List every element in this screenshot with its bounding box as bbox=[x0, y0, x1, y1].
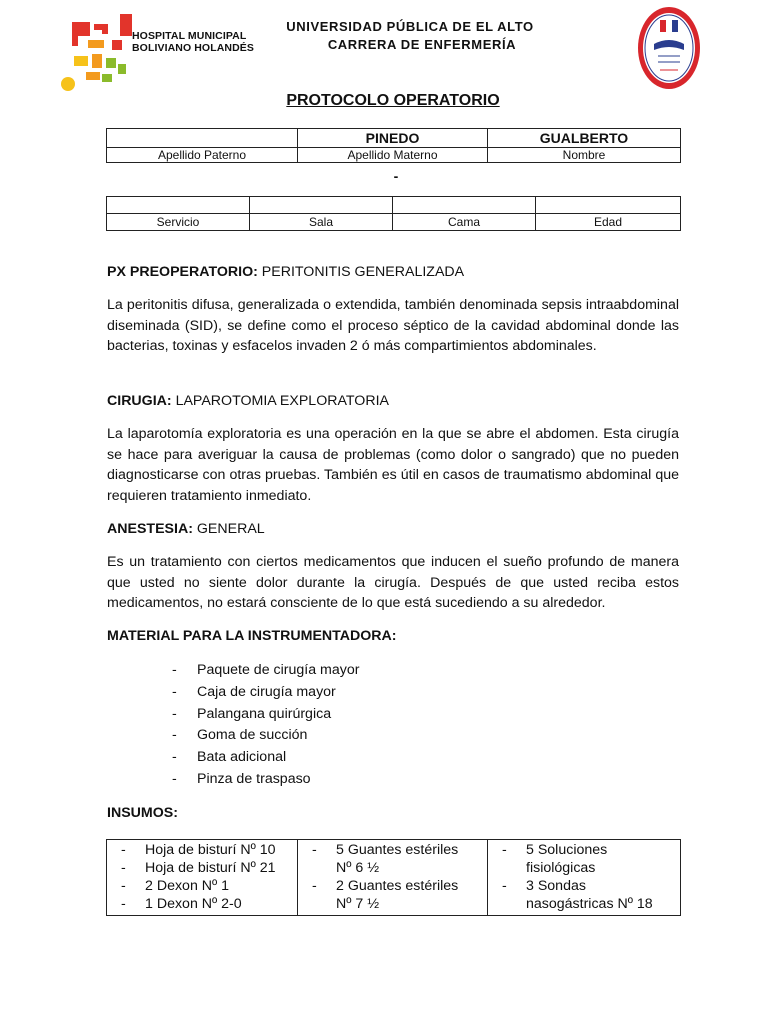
anesthesia-description: Es un tratamiento con ciertos medicamentos que inducen el sueño profundo de manera que usted no siente dolor durante la cirugía. Después de que usted reciba estos medicamentos, no estará consciente de lo que está sucediendo a su alrededor. bbox=[107, 554, 679, 612]
list-item: - 5 Guantes estériles Nº 6 ½ bbox=[298, 841, 487, 877]
separator-dash: - bbox=[393, 168, 399, 184]
university-name: UNIVERSIDAD PÚBLICA DE EL ALTO bbox=[286, 19, 534, 34]
service-values bbox=[107, 197, 681, 214]
list-item: - 3 Sondas nasogástricas Nº 18 bbox=[488, 877, 680, 913]
list-item: - Hoja de bisturí Nº 10 bbox=[107, 841, 297, 859]
supplies-col-2 bbox=[298, 840, 488, 916]
surgery-heading bbox=[107, 391, 680, 412]
patient-name-values bbox=[107, 129, 681, 148]
seal-icon bbox=[636, 4, 702, 92]
list-item: - Caja de cirugía mayor bbox=[172, 682, 359, 704]
list-item: - Goma de succión bbox=[172, 725, 359, 747]
surgery-description: La laparotomía exploratoria es una operación en la que se abre el abdomen. Esta cirugía se hace para averiguar la causa de problemas (como dolor o sangrado) que no pueden diagnosticarse con otras pruebas. También es útil en casos de traumatismo abdominal que requieren tratamiento inmediato. bbox=[107, 426, 679, 504]
service-label: Servicio bbox=[107, 214, 250, 231]
list-item: - 2 Dexon Nº 1 bbox=[107, 877, 297, 895]
hospital-logo-mark bbox=[58, 10, 138, 94]
age-value bbox=[536, 197, 681, 214]
hospital-name-line1: HOSPITAL MUNICIPAL bbox=[132, 30, 247, 42]
paternal-surname-label: Apellido Paterno bbox=[107, 148, 298, 163]
px-value: PERITONITIS GENERALIZADA bbox=[257, 264, 465, 280]
supplies-heading bbox=[107, 803, 680, 824]
patient-name-labels bbox=[107, 148, 681, 163]
surgery-label: CIRUGIA: bbox=[107, 393, 172, 409]
px-description: La peritonitis difusa, generalizada o extendida, también denominada sepsis intraabdominal diseminada (SID), se define como el proceso séptico de la cavidad abdominal donde las bacterias, toxinas y esfacelos invaden 2 ó más compartimientos abdominales. bbox=[107, 297, 679, 355]
maternal-surname-label: Apellido Materno bbox=[298, 148, 488, 163]
hospital-logo bbox=[58, 10, 258, 94]
university-seal bbox=[636, 4, 702, 92]
material-heading bbox=[107, 626, 680, 647]
list-item: - Bata adicional bbox=[172, 747, 359, 769]
px-label: PX PREOPERATORIO: bbox=[107, 264, 258, 280]
list-item: - Hoja de bisturí Nº 21 bbox=[107, 859, 297, 877]
surgery-value: LAPAROTOMIA EXPLORATORIA bbox=[171, 393, 389, 409]
first-name-value: GUALBERTO bbox=[488, 129, 681, 148]
list-item: - 2 Guantes estériles Nº 7 ½ bbox=[298, 877, 487, 913]
room-value bbox=[250, 197, 393, 214]
supplies-col-1 bbox=[107, 840, 298, 916]
material-label: MATERIAL PARA LA INSTRUMENTADORA: bbox=[107, 628, 397, 644]
university-heading bbox=[250, 18, 570, 54]
list-item: - 5 Soluciones fisiológicas bbox=[488, 841, 680, 877]
list-item: - Palangana quirúrgica bbox=[172, 704, 359, 726]
anesthesia-label: ANESTESIA: bbox=[107, 521, 193, 537]
service-value bbox=[107, 197, 250, 214]
px-heading bbox=[107, 262, 680, 283]
supplies-col-3 bbox=[488, 840, 681, 916]
supplies-label: INSUMOS: bbox=[107, 805, 178, 821]
anesthesia-heading bbox=[107, 519, 680, 540]
room-label: Sala bbox=[250, 214, 393, 231]
anesthesia-value: GENERAL bbox=[192, 521, 265, 537]
age-label: Edad bbox=[536, 214, 681, 231]
list-item: - Paquete de cirugía mayor bbox=[172, 660, 359, 682]
service-labels bbox=[107, 214, 681, 231]
list-item: - Pinza de traspaso bbox=[172, 769, 359, 791]
hospital-name-line2: BOLIVIANO HOLANDÉS bbox=[132, 42, 254, 54]
bed-label: Cama bbox=[393, 214, 536, 231]
hospital-name bbox=[132, 30, 254, 54]
patient-name-table bbox=[106, 128, 681, 163]
maternal-surname-value: PINEDO bbox=[298, 129, 488, 148]
material-list bbox=[172, 660, 359, 791]
career-name: CARRERA DE ENFERMERÍA bbox=[327, 37, 517, 52]
paternal-surname-value bbox=[107, 129, 298, 148]
document-title: PROTOCOLO OPERATORIO bbox=[286, 92, 500, 109]
bed-value bbox=[393, 197, 536, 214]
list-item: - 1 Dexon Nº 2-0 bbox=[107, 895, 297, 913]
first-name-label: Nombre bbox=[488, 148, 681, 163]
supplies-row bbox=[107, 840, 681, 916]
supplies-table bbox=[106, 839, 681, 916]
service-table bbox=[106, 196, 681, 231]
